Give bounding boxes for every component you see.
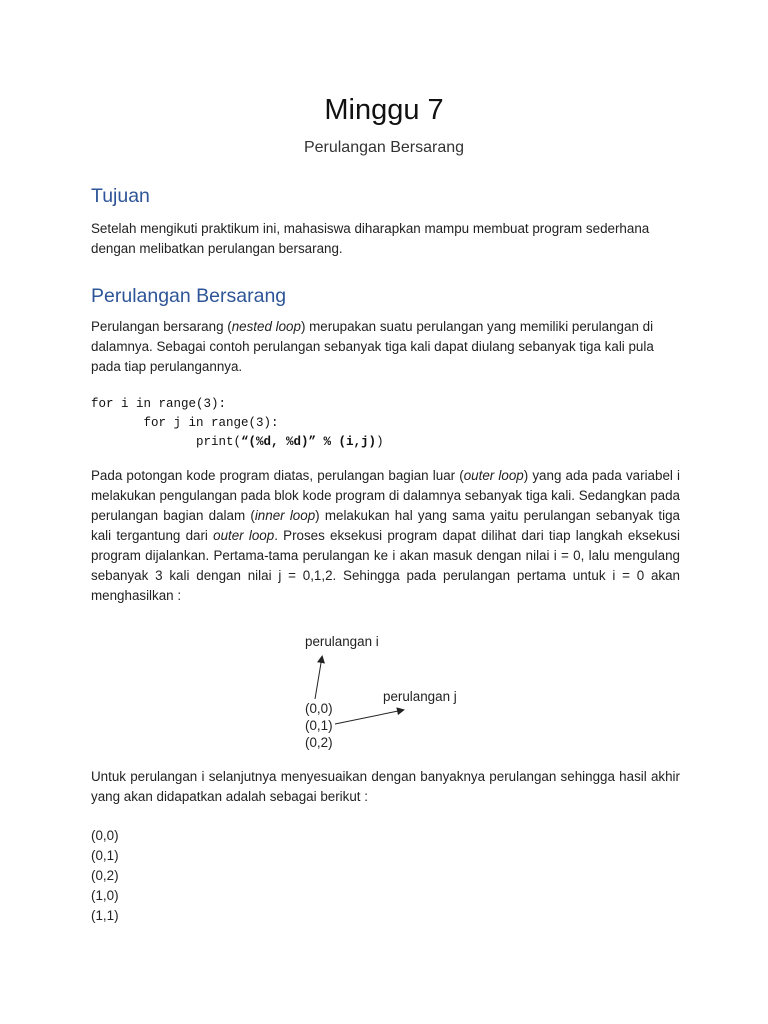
list-item: (0,1)	[91, 848, 119, 863]
tujuan-paragraph: Setelah mengikuti praktikum ini, mahasiswa diharapkan mampu membuat program sederhana dengan melibatkan perulangan bersarang.	[91, 221, 650, 256]
code-line-1: for i in range(3):	[91, 397, 227, 411]
list-item: (0,2)	[91, 868, 119, 883]
outer-loop-italic-1: outer loop	[463, 468, 524, 483]
explanation-part-4: . Proses eksekusi program dapat dilihat dari tiap langkah eksekusi program dijalankan. Pertama-tama perulangan ke i akan masuk dengan nilai i = 0, lalu mengulang sebanyak 3 kali dengan nilai j = 0,1,2. Sehingga pada perulangan pertama untuk i = 0 akan menghasilkan :	[91, 528, 680, 603]
code-line-3-format: “(%d, %d)” % (i,j)	[241, 435, 377, 449]
code-line-2: for j in range(3):	[91, 416, 279, 430]
page-title: Minggu 7	[324, 94, 444, 126]
code-block	[91, 395, 384, 452]
code-line-3-suffix: )	[376, 435, 384, 449]
label-perulangan-j: perulangan j	[383, 689, 457, 704]
arrow-to-perulangan-i	[315, 657, 322, 699]
page-subtitle: Perulangan Bersarang	[303, 139, 465, 156]
outer-loop-italic-2: outer loop	[213, 528, 275, 543]
section-heading-tujuan: Tujuan	[91, 185, 150, 207]
label-perulangan-i: perulangan i	[305, 634, 379, 649]
perulangan-intro-paragraph	[91, 317, 680, 377]
code-line-3-prefix: print(	[91, 435, 242, 449]
conclusion-paragraph: Untuk perulangan i selanjutnya menyesuaikan dengan banyaknya perulangan sehingga hasil akhir yang akan didapatkan adalah sebagai berikut :	[91, 769, 680, 804]
intro-text-italic: nested loop	[231, 319, 301, 334]
intro-text-before: Perulangan bersarang (	[91, 319, 232, 334]
intro-text-after: ) merupakan suatu perulangan yang memiliki perulangan di dalamnya. Sebagai contoh perulangan sebanyak tiga kali dapat diulang sebanyak tiga kali pula pada tiap perulangannya.	[91, 319, 654, 374]
section-heading-perulangan: Perulangan Bersarang	[91, 285, 287, 307]
loop-diagram	[295, 628, 495, 758]
code-line-3	[91, 433, 384, 452]
explanation-part-2: ) yang ada pada variabel i melakukan pengulangan pada blok kode program di dalamnya sebanyak tiga kali. Sedangkan pada perulangan bagian dalam (	[91, 468, 681, 523]
diagram-pair-0: (0,0)	[305, 701, 333, 716]
explanation-part-1: Pada potongan kode program diatas, perulangan bagian luar (	[91, 468, 464, 483]
explanation-paragraph	[91, 466, 680, 606]
explanation-part-3: ) melakukan hal yang sama yaitu perulangan sebanyak tiga kali tergantung dari	[91, 508, 680, 543]
diagram-pair-2: (0,2)	[305, 735, 333, 750]
list-item: (1,0)	[91, 888, 119, 903]
diagram-pair-1: (0,1)	[305, 718, 333, 733]
list-item: (1,1)	[91, 908, 119, 923]
results-list	[91, 826, 119, 926]
inner-loop-italic: inner loop	[254, 508, 316, 523]
list-item: (0,0)	[91, 828, 119, 843]
arrow-to-perulangan-j	[335, 710, 403, 724]
